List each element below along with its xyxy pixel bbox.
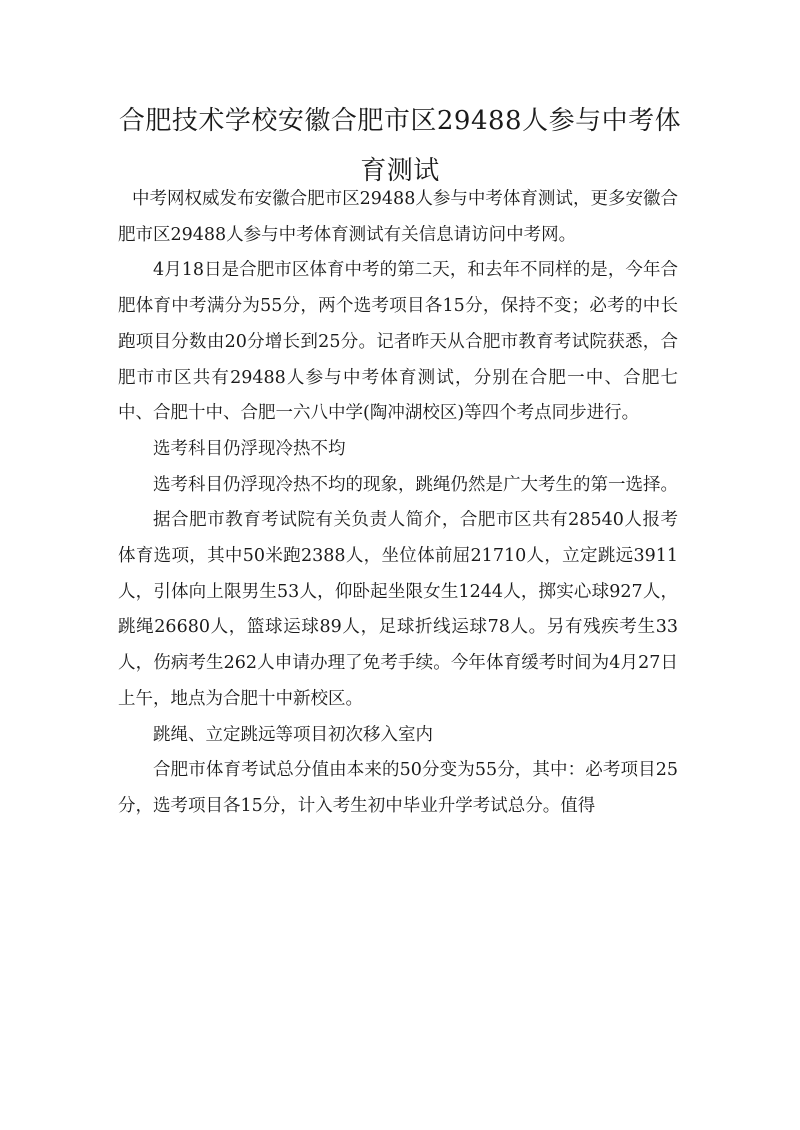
paragraph-intro: 中考网权威发布安徽合肥市区29488人参与中考体育测试，更多安徽合肥市区29488人参与中考体育测试有关信息请访问中考网。: [118, 189, 678, 245]
section-heading-indoor: 跳绳、立定跳远等项目初次移入室内: [153, 724, 433, 745]
paragraph-statistics: 据合肥市教育考试院有关负责人简介，合肥市区共有28540人报考体育选项，其中50米跑2388人，坐位体前屈21710人，立定跳远3911人，引体向上限男生53人，仰卧起坐限女生1244人，掷实心球927人，跳绳26680人，篮球运球89人，足球折线运球78人。另有残疾考生33人，伤病考生262人申请办理了免考手续。今年体育缓考时间为4月27日上午，地点为合肥十中新校区。: [118, 510, 678, 709]
document-title: 合肥技术学校安徽合肥市区29488人参与中考体育测试: [118, 106, 682, 186]
document-body: [118, 182, 678, 825]
paragraph-elective: 选考科目仍浮现冷热不均的现象，跳绳仍然是广大考生的第一选择。: [153, 474, 678, 495]
section-heading-elective: 选考科目仍浮现冷热不均: [153, 438, 346, 459]
paragraph-score: 合肥市体育考试总分值由本来的50分变为55分，其中：必考项目25分，选考项目各15分，计入考生初中毕业升学考试总分。值得: [118, 760, 678, 816]
paragraph-exam-day: 4月18日是合肥市区体育中考的第二天，和去年不同样的是，今年合肥体育中考满分为55分，两个选考项目各15分，保持不变；必考的中长跑项目分数由20分增长到25分。记者昨天从合肥市教育考试院获悉，合肥市市区共有29488人参与中考体育测试，分别在合肥一中、合肥七中、合肥十中、合肥一六八中学(陶冲湖校区)等四个考点同步进行。: [118, 260, 678, 424]
